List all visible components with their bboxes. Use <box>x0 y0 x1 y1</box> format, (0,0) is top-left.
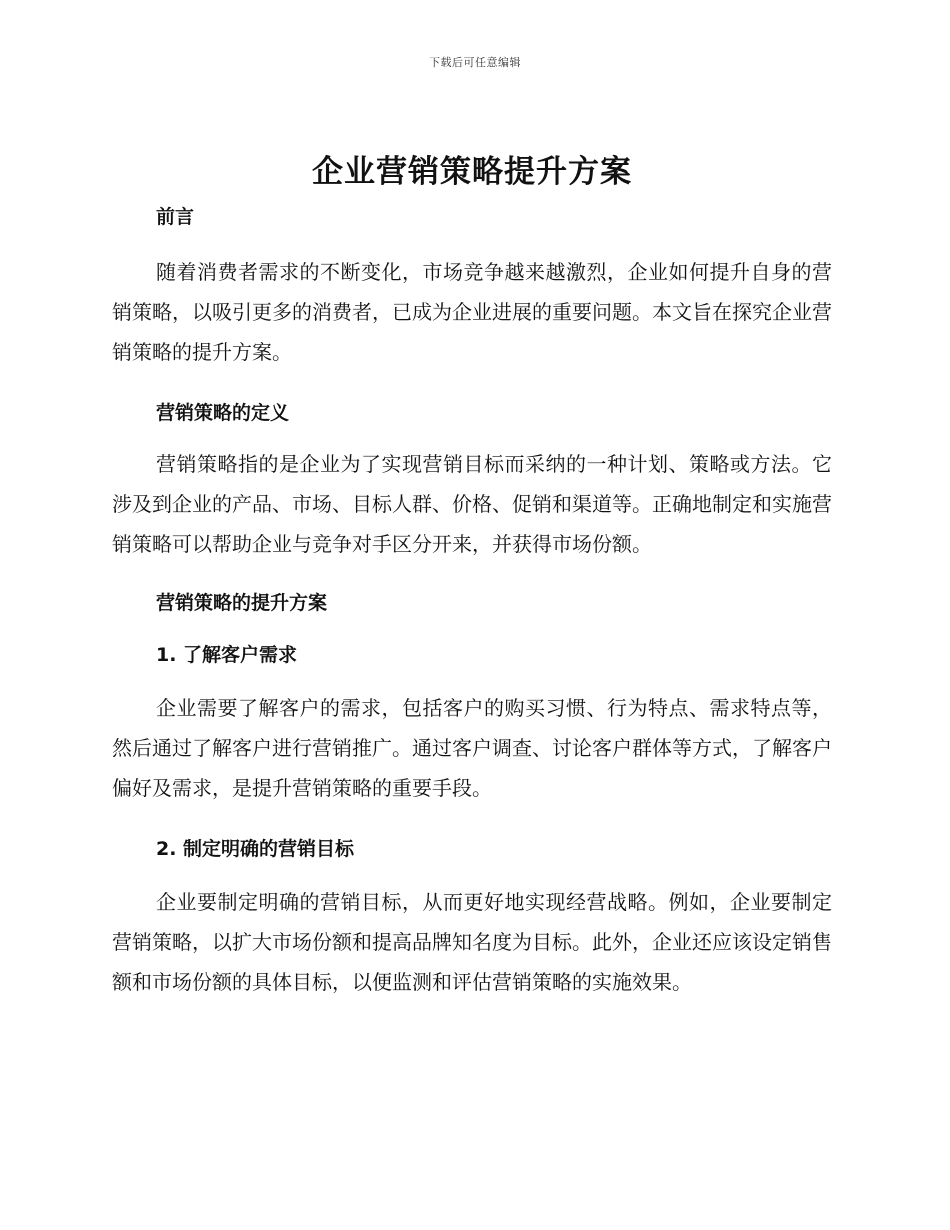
subheading-marketing-goals: 2. 制定明确的营销目标 <box>156 838 355 860</box>
paragraph-preface: 随着消费者需求的不断变化，市场竞争越来越激烈，企业如何提升自身的营销策略，以吸引更多的消费者，已成为企业进展的重要问题。本文旨在探究企业营销策略的提升方案。 <box>112 260 832 364</box>
document-title: 企业营销策略提升方案 <box>312 154 632 190</box>
subheading-understand-customers: 1. 了解客户需求 <box>156 644 298 666</box>
section-heading-definition: 营销策略的定义 <box>156 402 290 424</box>
paragraph-marketing-goals: 企业要制定明确的营销目标，从而更好地实现经营战略。例如，企业要制定营销策略，以扩大市场份额和提高品牌知名度为目标。此外，企业还应该设定销售额和市场份额的具体目标，以便监测和评估营销策略的实施效果。 <box>112 890 832 994</box>
header-note: 下载后可任意编辑 <box>429 56 521 69</box>
section-heading-preface: 前言 <box>156 206 195 228</box>
section-heading-improvement-plan: 营销策略的提升方案 <box>156 592 328 614</box>
paragraph-understand-customers: 企业需要了解客户的需求，包括客户的购买习惯、行为特点、需求特点等，然后通过了解客户进行营销推广。通过客户调查、讨论客户群体等方式，了解客户偏好及需求，是提升营销策略的重要手段。 <box>112 696 832 800</box>
document-body <box>112 150 832 1002</box>
paragraph-definition: 营销策略指的是企业为了实现营销目标而采纳的一种计划、策略或方法。它涉及到企业的产品、市场、目标人群、价格、促销和渠道等。正确地制定和实施营销策略可以帮助企业与竞争对手区分开来，并获得市场份额。 <box>112 452 832 556</box>
